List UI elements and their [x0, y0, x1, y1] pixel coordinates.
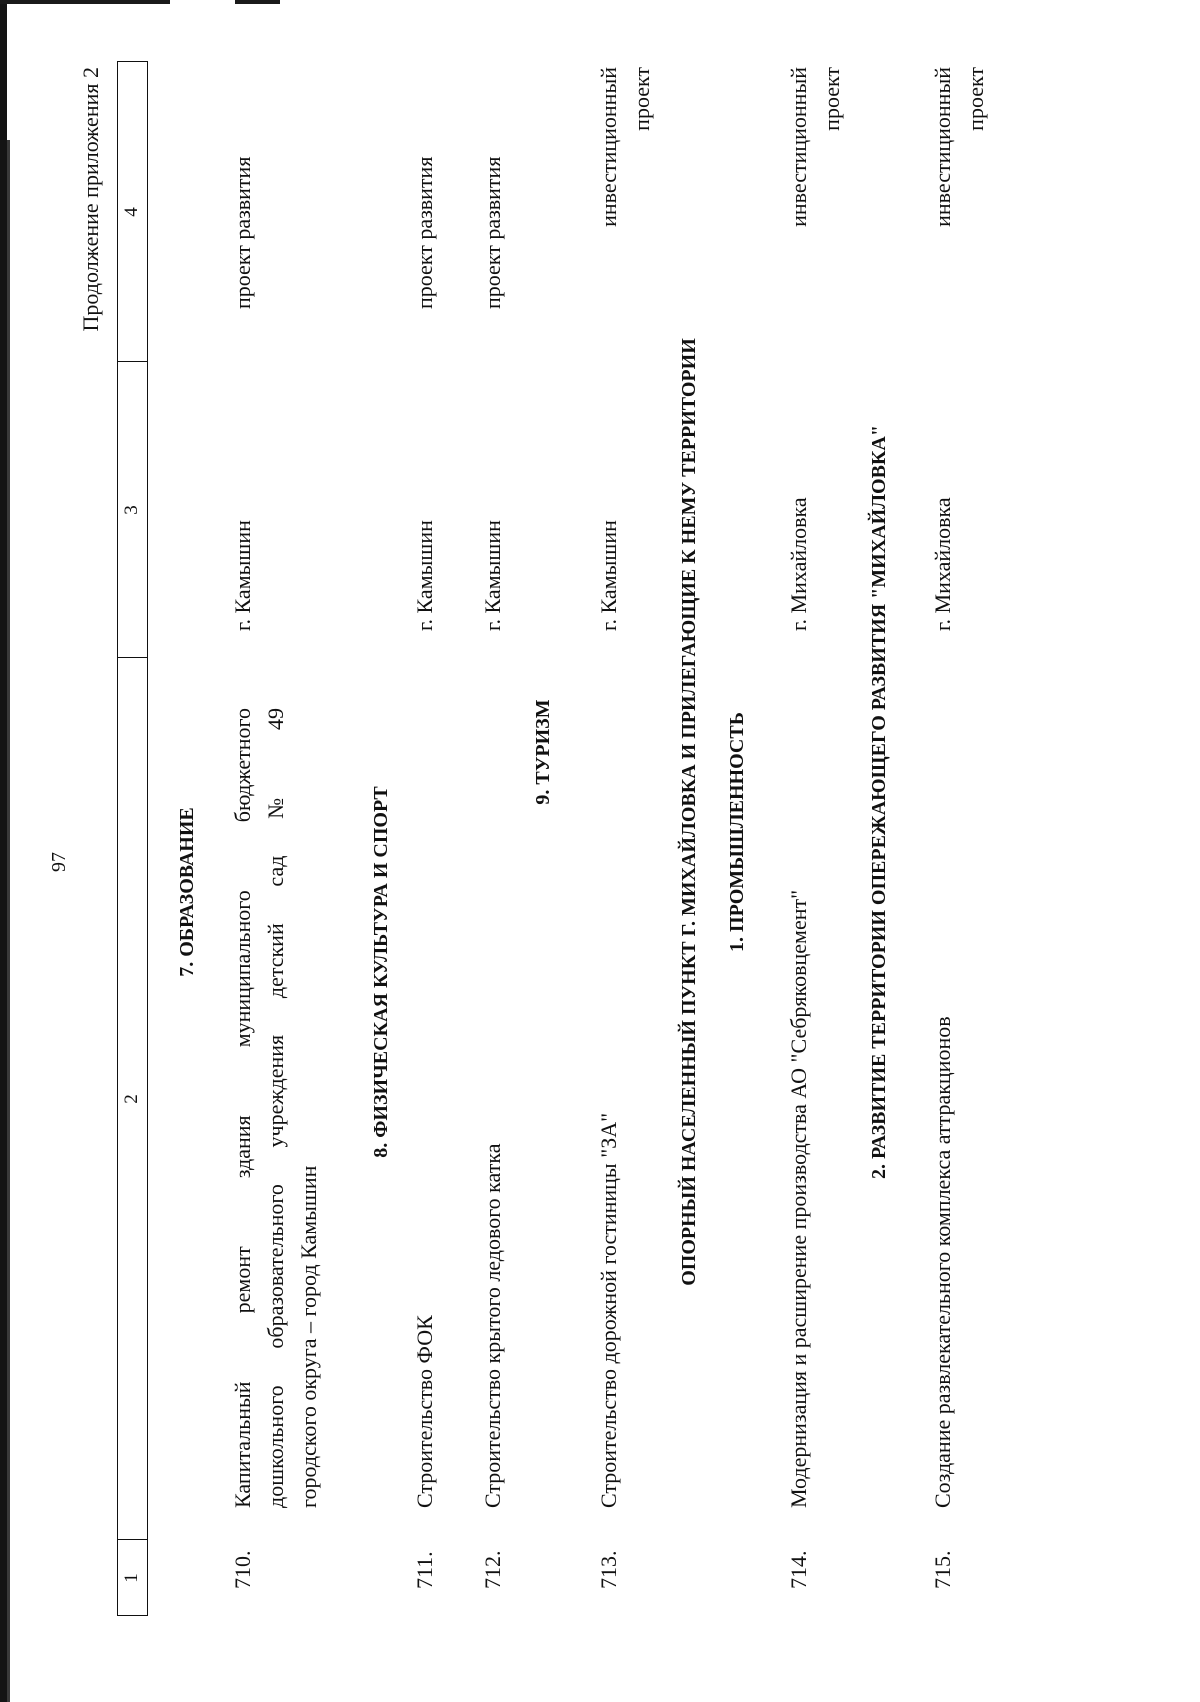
table-header-bottom-border: [147, 62, 148, 1616]
row-name: Строительство ФОК: [412, 1315, 437, 1508]
row-place: г. Камышин: [596, 520, 621, 631]
row-number: 714.: [786, 1550, 811, 1589]
section-title-support-settlement: ОПОРНЫЙ НАСЕЛЕННЫЙ ПУНКТ Г. МИХАЙЛОВКА И ПРИЛЕГАЮЩИЕ К НЕМУ ТЕРРИТОРИИ: [678, 338, 700, 1286]
row-number: 715.: [930, 1550, 955, 1589]
row-number: 712.: [480, 1550, 505, 1589]
row-name-line: Капитальный ремонт здания муниципального бюджетного: [230, 708, 255, 1508]
section-title-advanced-development-territory: 2. РАЗВИТИЕ ТЕРРИТОРИИ ОПЕРЕЖАЮЩЕГО РАЗВИТИЯ "МИХАЙЛОВКА": [868, 425, 890, 1179]
section-title-sport: 8. ФИЗИЧЕСКАЯ КУЛЬТУРА И СПОРТ: [370, 786, 392, 1158]
row-type-line: проект: [819, 67, 844, 131]
table-header-top-border: [117, 62, 118, 1616]
section-title-tourism: 9. ТУРИЗМ: [532, 699, 554, 805]
row-type-line: проект: [963, 67, 988, 131]
column-number-4: 4: [121, 207, 142, 217]
row-place: г. Михайловка: [786, 497, 811, 631]
row-name: Модернизация и расширение производства АО "Себряковцемент": [786, 889, 811, 1508]
row-name: Создание развлекательного комплекса аттракционов: [930, 1016, 955, 1508]
row-type: проект развития: [412, 156, 437, 309]
row-place: г. Камышин: [412, 520, 437, 631]
page-number: 97: [48, 852, 70, 872]
section-title-education: 7. ОБРАЗОВАНИЕ: [176, 807, 198, 977]
row-type: проект развития: [230, 156, 255, 309]
row-name: Строительство крытого ледового катка: [480, 1143, 505, 1508]
row-place: г. Камышин: [230, 520, 255, 631]
row-type-line: инвестиционный: [596, 67, 621, 227]
row-number: 713.: [596, 1550, 621, 1589]
row-name-line: городского округа – город Камышин: [296, 1165, 321, 1508]
row-place: г. Камышин: [480, 520, 505, 631]
section-title-industry: 1. ПРОМЫШЛЕННОСТЬ: [726, 712, 748, 952]
row-type-line: инвестиционный: [930, 67, 955, 227]
column-number-3: 3: [121, 505, 142, 515]
appendix-note: Продолжение приложения 2: [78, 67, 103, 332]
column-number-1: 1: [121, 1573, 142, 1583]
column-number-2: 2: [121, 1094, 142, 1104]
row-type-line: инвестиционный: [786, 67, 811, 227]
row-type-line: проект: [629, 67, 654, 131]
row-number: 710.: [230, 1550, 255, 1589]
row-place: г. Михайловка: [930, 497, 955, 631]
row-name-line: дошкольного образовательного учреждения детский сад № 49: [263, 708, 288, 1508]
row-name: Строительство дорожной гостиницы "ЗА": [596, 1112, 621, 1508]
row-number: 711.: [412, 1551, 437, 1589]
row-type: проект развития: [480, 156, 505, 309]
